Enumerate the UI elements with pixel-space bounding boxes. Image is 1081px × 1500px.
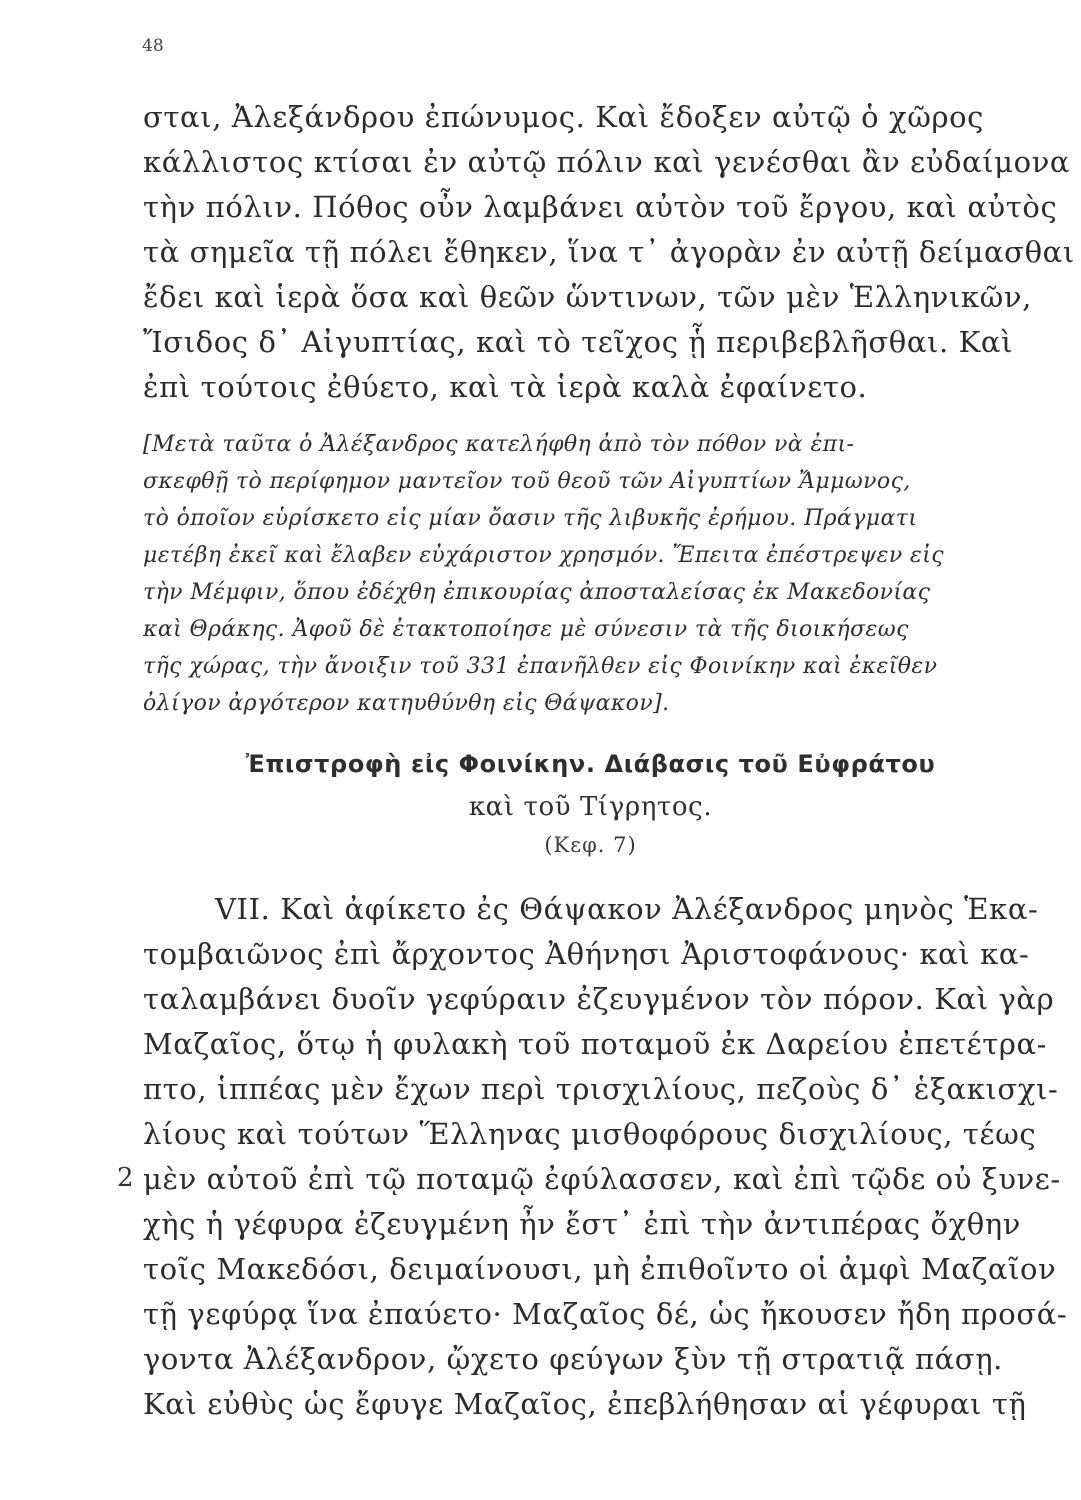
note-line: [Μετὰ ταῦτα ὁ Ἀλέξανδρος κατελήφθη ἀπὸ τὸν πόθον νὰ ἐπι- bbox=[143, 432, 855, 457]
note-line: τῆς χώρας, τὴν ἄνοιξιν τοῦ 331 ἐπανῆλθεν εἰς Φοινίκην καὶ ἐκεῖθεν bbox=[143, 654, 938, 679]
heading-line-1: Ἐπιστροφὴ εἰς Φοινίκην. Διάβασις τοῦ Εὐφράτου bbox=[245, 750, 936, 778]
text-line: τομβαιῶνος ἐπὶ ἄρχοντος Ἀθήνησι Ἀριστοφάνους· καὶ κα- bbox=[143, 937, 1030, 971]
text-line: τὰ σημεῖα τῇ πόλει ἔθηκεν, ἵνα τ᾽ ἀγορὰν ἐν αὐτῇ δείμασθαι bbox=[143, 235, 1075, 269]
text-line: χὴς ἡ γέφυρα ἐζευγμένη ἦν ἔστ᾽ ἐπὶ τὴν ἀντιπέρας ὄχθην bbox=[143, 1207, 1022, 1241]
note-line: μετέβη ἐκεῖ καὶ ἔλαβεν εὐχάριστον χρησμόν. Ἔπειτα ἐπέστρεψεν εἰς bbox=[143, 543, 944, 568]
text-line: πτο, ἱππέας μὲν ἔχων περὶ τρισχιλίους, πεζοὺς δ᾽ ἑξακισχι- bbox=[143, 1072, 1059, 1106]
text-line: κάλλιστος κτίσαι ἐν αὐτῷ πόλιν καὶ γενέσθαι ἂν εὐδαίμονα bbox=[143, 145, 1071, 179]
page-number: 48 bbox=[142, 36, 164, 56]
margin-section-number: 2 bbox=[117, 1163, 134, 1193]
text-line: Ἴσιδος δ᾽ Αἰγυπτίας, καὶ τὸ τεῖχος ᾗ περιβεβλῆσθαι. Καὶ bbox=[143, 325, 1014, 359]
note-line: σκεφθῇ τὸ περίφημον μαντεῖον τοῦ θεοῦ τῶν Αἰγυπτίων Ἄμμωνος, bbox=[143, 469, 911, 494]
text-line: λίους καὶ τούτων Ἕλληνας μισθοφόρους δισχιλίους, τέως bbox=[143, 1117, 1037, 1151]
heading-line-2: καὶ τοῦ Τίγρητος. bbox=[468, 792, 713, 822]
text-line: ἔδει καὶ ἱερὰ ὅσα καὶ θεῶν ὥντινων, τῶν μὲν Ἑλληνικῶν, bbox=[143, 280, 1032, 314]
text-line: Καὶ εὐθὺς ὡς ἔφυγε Μαζαῖος, ἐπεβλήθησαν αἱ γέφυραι τῇ bbox=[143, 1387, 1027, 1421]
text-line: τοῖς Μακεδόσι, δειμαίνουσι, μὴ ἐπιθοῖντο οἱ ἀμφὶ Μαζαῖον bbox=[143, 1252, 1057, 1286]
note-line: ὀλίγον ἀργότερον κατηυθύνθη εἰς Θάψακον]. bbox=[143, 691, 670, 716]
text-line: τῇ γεφύρᾳ ἵνα ἐπαύετο· Μαζαῖος δέ, ὡς ἤκουσεν ἤδη προσά- bbox=[143, 1297, 1068, 1331]
text-line: μὲν αὐτοῦ ἐπὶ τῷ ποταμῷ ἐφύλασσεν, καὶ ἐπὶ τῷδε οὐ ξυνε- bbox=[143, 1162, 1061, 1196]
text-line: γοντα Ἀλέξανδρον, ᾤχετο φεύγων ξὺν τῇ στρατιᾷ πάσῃ. bbox=[143, 1342, 1003, 1376]
text-line: σται, Ἀλεξάνδρου ἐπώνυμος. Καὶ ἔδοξεν αὐτῷ ὁ χῶρος bbox=[143, 100, 985, 134]
text-line: τὴν πόλιν. Πόθος οὖν λαμβάνει αὐτὸν τοῦ ἔργου, καὶ αὐτὸς bbox=[143, 190, 1058, 224]
text-line: VII. Καὶ ἀφίκετο ἐς Θάψακον Ἀλέξανδρος μηνὸς Ἑκα- bbox=[215, 892, 1039, 926]
text-line: ἐπὶ τούτοις ἐθύετο, καὶ τὰ ἱερὰ καλὰ ἐφαίνετο. bbox=[143, 370, 868, 404]
note-line: τὸ ὁποῖον εὑρίσκετο εἰς μίαν ὄασιν τῆς λιβυκῆς ἐρήμου. Πράγματι bbox=[143, 506, 918, 531]
text-line: Μαζαῖος, ὅτῳ ἡ φυλακὴ τοῦ ποταμοῦ ἐκ Δαρείου ἐπετέτρα- bbox=[143, 1027, 1048, 1061]
note-line: τὴν Μέμφιν, ὅπου ἐδέχθη ἐπικουρίας ἀποσταλείσας ἐκ Μακεδονίας bbox=[143, 580, 931, 605]
note-line: καὶ Θράκης. Ἀφοῦ δὲ ἐτακτοποίησε μὲ σύνεσιν τὰ τῆς διοικήσεως bbox=[143, 617, 909, 642]
text-line: ταλαμβάνει δυοῖν γεφύραιν ἐζευγμένον τὸν πόρον. Καὶ γὰρ bbox=[143, 982, 1055, 1016]
chapter-reference: (Κεφ. 7) bbox=[544, 833, 637, 857]
